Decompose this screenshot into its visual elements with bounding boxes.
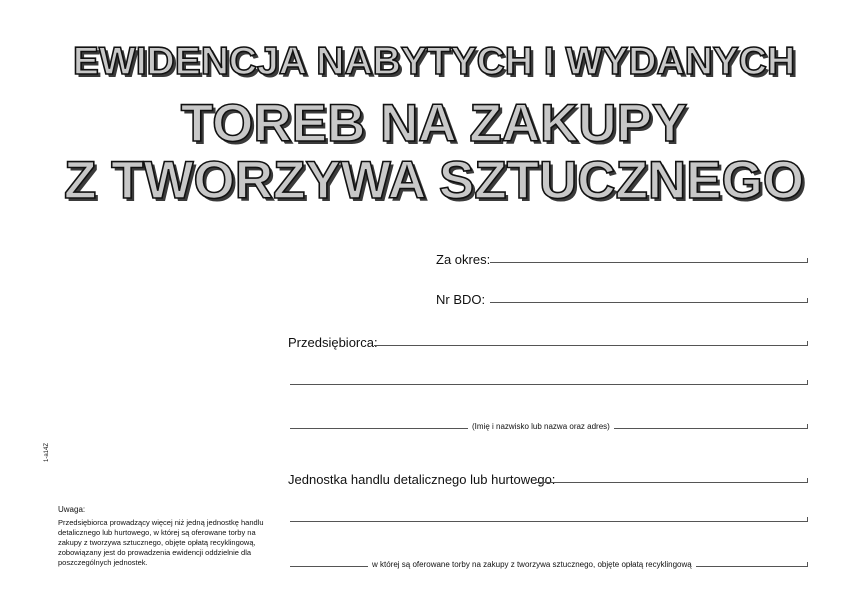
note-body: Przedsiębiorca prowadzący więcej niż jedną jednostkę handlu detalicznego lub hurtowego, w której są oferowane torby na zakupy z tworzywa sztucznego, objęte opłatą recyklingową, zobowiązany jest do prowadzenia ewidencji oddzielnie dla poszczególnych jednostek.: [58, 518, 264, 567]
unit-field-2[interactable]: [290, 521, 807, 522]
period-label: Za okres:: [436, 252, 491, 267]
entrepreneur-field-2[interactable]: [290, 384, 807, 385]
title-line-3: Z TWORZYWA SZTUCZNEGO: [64, 151, 804, 210]
unit-caption: w której są oferowane torby na zakupy z tworzywa sztucznego, objęte opłatą recyklingową: [368, 560, 696, 569]
period-field[interactable]: [490, 262, 807, 263]
title-line-1: EWIDENCJA NABYTYCH I WYDANYCH: [72, 40, 796, 83]
note-title: Uwaga:: [58, 505, 86, 514]
title-line-2: TOREB NA ZAKUPY: [180, 94, 688, 153]
unit-field-1[interactable]: [536, 482, 807, 483]
form-code: 1-a14Z: [44, 442, 50, 462]
bdo-field[interactable]: [490, 302, 807, 303]
bdo-label: Nr BDO:: [436, 292, 486, 307]
entrepreneur-field-1[interactable]: [374, 345, 807, 346]
unit-label: Jednostka handlu detalicznego lub hurtowego:: [288, 472, 556, 487]
entrepreneur-label: Przedsiębiorca:: [288, 335, 378, 350]
entrepreneur-caption: (Imię i nazwisko lub nazwa oraz adres): [468, 422, 614, 431]
